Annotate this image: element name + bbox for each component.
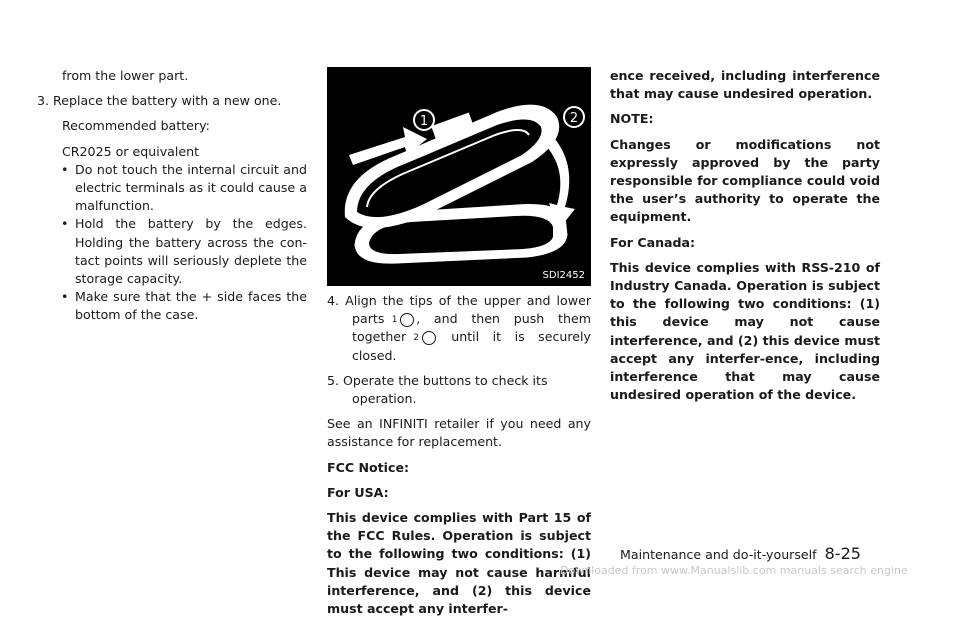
recommended-battery-label: Recommended battery: (62, 118, 210, 134)
retailer-paragraph: See an INFINITI retailer if you need any assistance for replacement. (327, 416, 591, 450)
step-5: 5. Operate the buttons to check its operation. (327, 372, 548, 407)
key-case-drawing (327, 67, 591, 286)
key-case-illustration (327, 67, 591, 286)
section-title: Maintenance and do-it-yourself (620, 547, 817, 562)
usa-text-continued: ence received, including interference that may cause undesired operation. (610, 68, 880, 102)
figure-marker-1: 1 (419, 114, 429, 129)
bullet-item: • Hold the battery by the edges. Holding the battery across the con-tact points will seriously deplete the storage capacity. (61, 216, 307, 287)
bullet-icon: • (61, 289, 69, 305)
step-4: 4. Align the tips of the upper and lower parts 1 , and then push them together 2 until it is securely closed. (327, 293, 591, 363)
marker-1: 1 (400, 313, 414, 327)
watermark: Downloaded from www.Manualslib.com manuals search engine (560, 564, 908, 577)
bullet-icon: • (61, 161, 69, 177)
page-number: 8-25 (824, 544, 861, 563)
bullet-icon: • (61, 216, 69, 232)
bullet-item: • Make sure that the + side faces the bottom of the case. (61, 289, 307, 323)
marker-2: 2 (422, 331, 436, 345)
paragraph-continuation: from the lower part. (62, 68, 189, 83)
bullet-item: • Do not touch the internal circuit and electric terminals as it could cause a malfunction. (61, 161, 307, 214)
column-left (37, 67, 307, 325)
note-text: Changes or modifications not expressly approved by the party responsible for compliance could void the user’s authority to operate the equipment. (610, 136, 880, 225)
column-right (610, 67, 880, 404)
battery-model: CR2025 or equivalent (62, 143, 200, 159)
usa-text: This device complies with Part 15 of the FCC Rules. Operation is subject to the following two conditions: (1) This device may not cause harmful interference, and (2) this device must accept any interfer- (327, 510, 591, 617)
note-heading: NOTE: (610, 111, 654, 127)
canada-text: This device complies with RSS-210 of Industry Canada. Operation is subject to the following two conditions: (1) this device may not cause interference, and (2) this device must accept any interfer-ence, including interference that may cause undesired operation of the device. (610, 259, 880, 403)
figure-code: SDI2452 (542, 270, 585, 281)
fcc-notice-heading: FCC Notice: (327, 459, 410, 475)
column-middle (327, 67, 591, 618)
step-3: 3. Replace the battery with a new one. (37, 93, 282, 109)
usa-heading: For USA: (327, 484, 389, 500)
figure-marker-2: 2 (569, 111, 579, 126)
canada-heading: For Canada: (610, 234, 696, 250)
